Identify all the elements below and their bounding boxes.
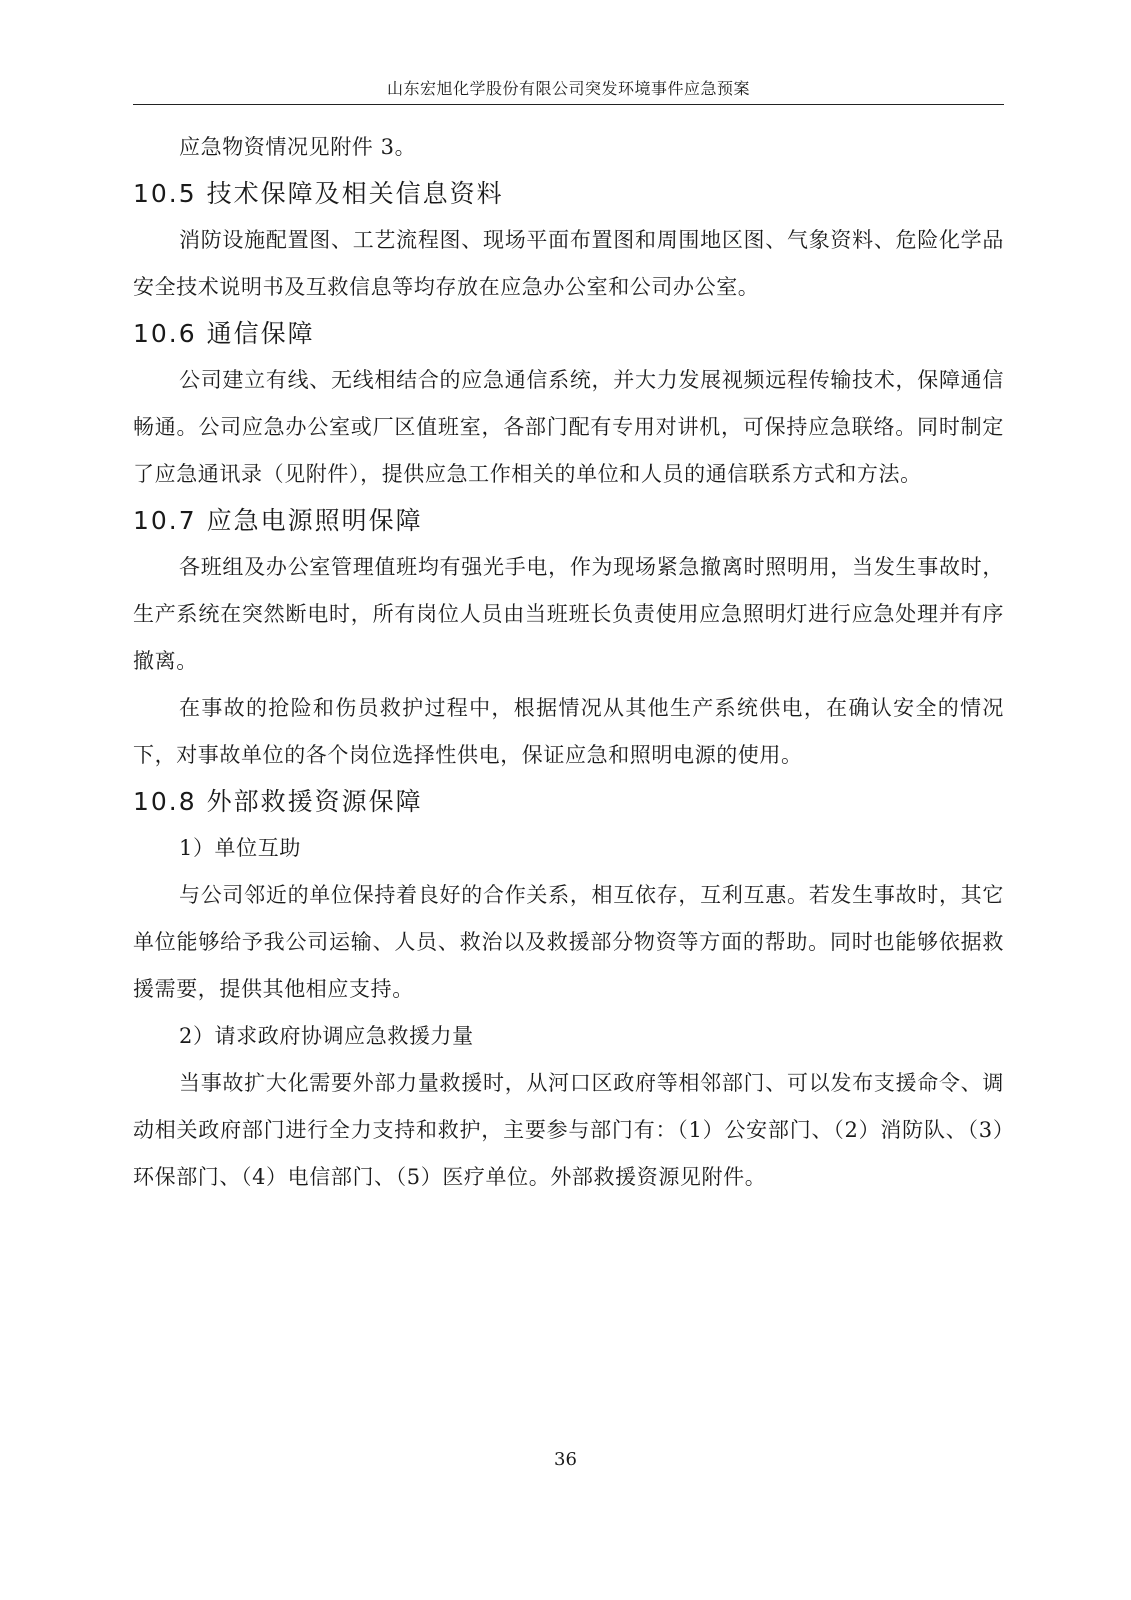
section-10-7-heading: 10.7 应急电源照明保障 [133,506,423,535]
section-10-7-paragraph-2: 在事故的抢险和伤员救护过程中，根据情况从其他生产系统供电，在确认安全的情况下，对事故单位的各个岗位选择性供电，保证应急和照明电源的使用。 [133,696,1004,767]
intro-paragraph: 应急物资情况见附件 3。 [179,135,417,159]
section-10-5-heading: 10.5 技术保障及相关信息资料 [133,179,504,208]
document-header: 山东宏旭化学股份有限公司突发环境事件应急预案 [386,79,750,98]
header-rule [133,104,1004,105]
section-10-7-paragraph-1: 各班组及办公室管理值班均有强光手电，作为现场紧急撤离时照明用，当发生事故时，生产系统在突然断电时，所有岗位人员由当班班长负责使用应急照明灯进行应急处理并有序撤离。 [133,555,1004,673]
section-10-8-item-2: 2）请求政府协调应急救援力量 [179,1024,474,1048]
section-10-8-item-1: 1）单位互助 [179,836,301,860]
section-10-8-paragraph-2: 当事故扩大化需要外部力量救援时，从河口区政府等相邻部门、可以发布支援命令、调动相关政府部门进行全力支持和救护，主要参与部门有：（1）公安部门、（2）消防队、（3）环保部门、（4）电信部门、（5）医疗单位。外部救援资源见附件。 [133,1071,1004,1189]
section-10-8-heading: 10.8 外部救援资源保障 [133,787,423,816]
section-10-8-paragraph-1: 与公司邻近的单位保持着良好的合作关系，相互依存，互利互惠。若发生事故时，其它单位能够给予我公司运输、人员、救治以及救援部分物资等方面的帮助。同时也能够依据救援需要，提供其他相应支持。 [133,883,1004,1001]
section-10-5-paragraph: 消防设施配置图、工艺流程图、现场平面布置图和周围地区图、气象资料、危险化学品安全技术说明书及互救信息等均存放在应急办公室和公司办公室。 [133,228,1004,299]
page-number: 36 [554,1449,577,1470]
section-10-6-paragraph: 公司建立有线、无线相结合的应急通信系统，并大力发展视频远程传输技术，保障通信畅通。公司应急办公室或厂区值班室，各部门配有专用对讲机，可保持应急联络。同时制定了应急通讯录（见附件），提供应急工作相关的单位和人员的通信联系方式和方法。 [133,368,1004,486]
section-10-6-heading: 10.6 通信保障 [133,319,315,348]
document-body [133,124,1004,1201]
